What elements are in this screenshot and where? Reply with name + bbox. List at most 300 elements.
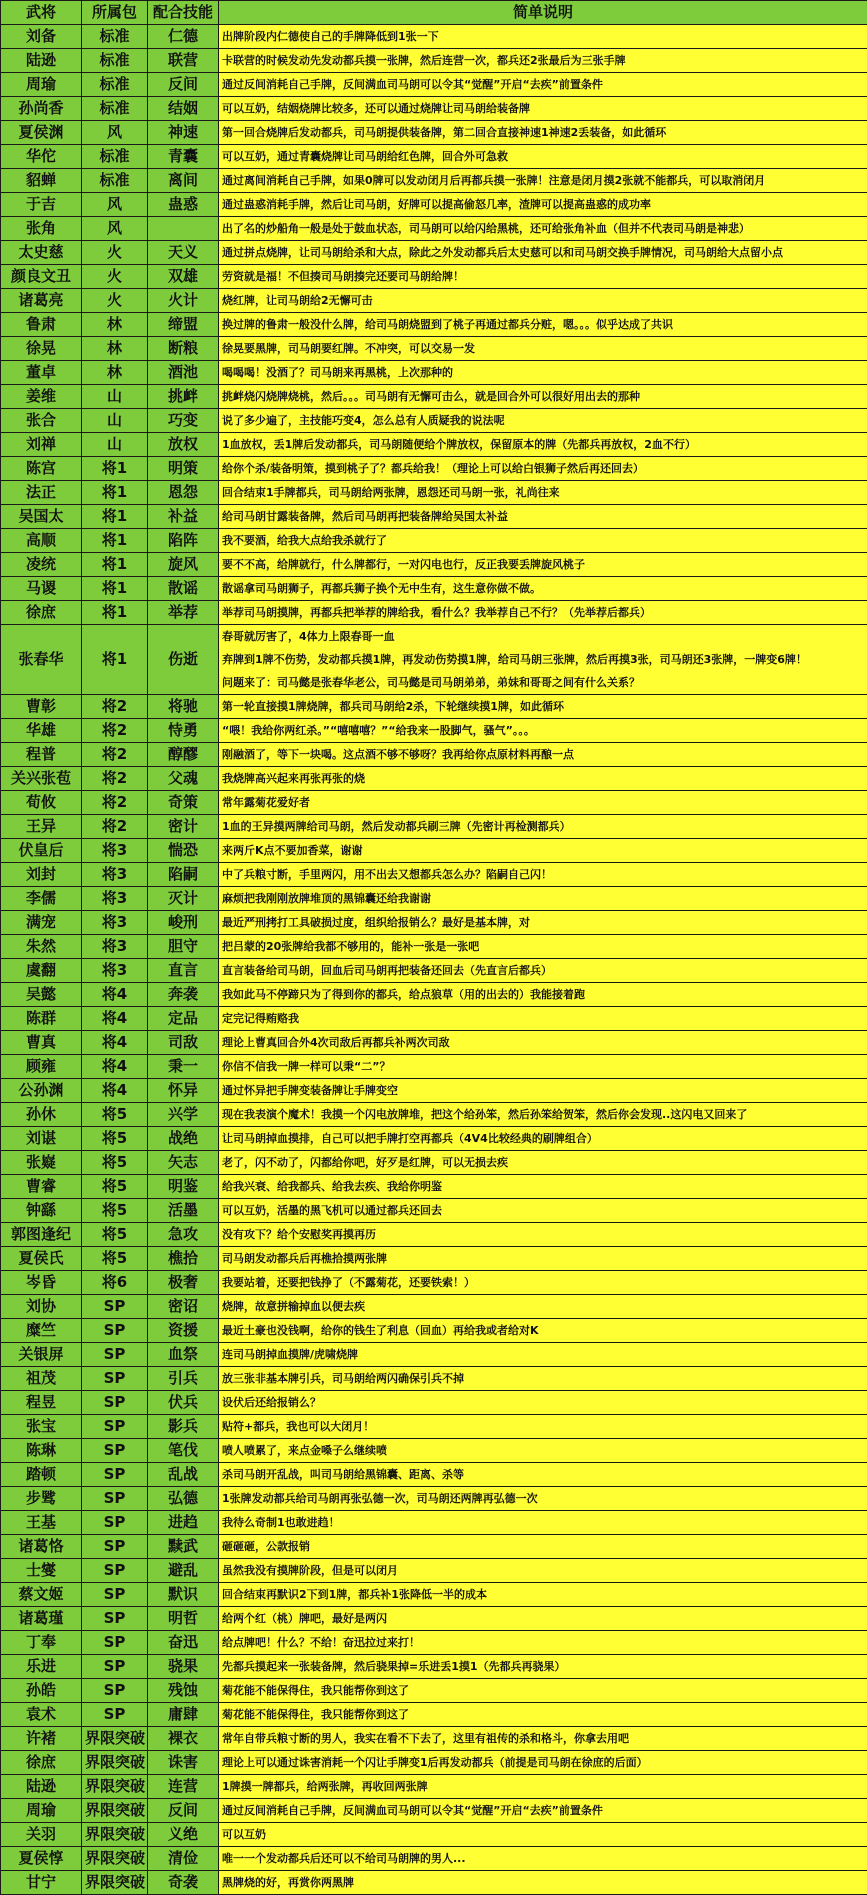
- pack-cell: SP: [82, 1439, 148, 1463]
- pack-cell: 将3: [82, 887, 148, 911]
- pack-cell: 界限突破: [82, 1799, 148, 1823]
- pack-cell: 界限突破: [82, 1775, 148, 1799]
- description-cell: 1牌摸一牌都兵，给两张牌，再收回两张牌: [219, 1775, 867, 1799]
- pack-cell: 火: [82, 265, 148, 289]
- hero-name-cell: 诸葛恪: [1, 1535, 82, 1559]
- table-row: [1, 1319, 867, 1343]
- hero-name-cell: 陈琳: [1, 1439, 82, 1463]
- skill-cell: 火计: [148, 289, 219, 313]
- description-cell: 给两个红（桃）牌吧，最好是两闪: [219, 1607, 867, 1631]
- table-row: [1, 695, 867, 719]
- skill-cell: 战绝: [148, 1127, 219, 1151]
- table-row: [1, 1247, 867, 1271]
- pack-cell: SP: [82, 1319, 148, 1343]
- table-row: [1, 97, 867, 121]
- hero-name-cell: 刘封: [1, 863, 82, 887]
- table-row: [1, 1607, 867, 1631]
- description-cell: 1血的王异摸两牌给司马朗，然后发动都兵刷三牌（先密计再检测都兵）: [219, 815, 867, 839]
- pack-cell: 将5: [82, 1223, 148, 1247]
- table-row: [1, 145, 867, 169]
- hero-name-cell: 蔡文姬: [1, 1583, 82, 1607]
- description-cell: 理论上曹真回合外4次司敌后再都兵补两次司敌: [219, 1031, 867, 1055]
- skill-cell: 断粮: [148, 337, 219, 361]
- description-cell: 可以互奶，通过青囊烧牌让司马朗给红色牌，回合外可急救: [219, 145, 867, 169]
- pack-cell: SP: [82, 1415, 148, 1439]
- skill-cell: 陷嗣: [148, 863, 219, 887]
- pack-cell: 将6: [82, 1271, 148, 1295]
- skill-cell: 举荐: [148, 601, 219, 625]
- pack-cell: 将5: [82, 1103, 148, 1127]
- skill-cell: 黩武: [148, 1535, 219, 1559]
- description-cell: 放三张非基本牌引兵，司马朗给两闪确保引兵不掉: [219, 1367, 867, 1391]
- skill-cell: 醇醪: [148, 743, 219, 767]
- skill-cell: 兴学: [148, 1103, 219, 1127]
- description-cell: 可以互奶: [219, 1823, 867, 1847]
- table-row: [1, 743, 867, 767]
- table-row: [1, 1727, 867, 1751]
- description-cell: 理论上可以通过诛害消耗一个闪让手牌变1后再发动都兵（前提是司马朗在徐庶的后面）: [219, 1751, 867, 1775]
- description-cell: “喂！我给你两红杀。”“嘻嘻嘻？”“给我来一股脚气，骚气”。。。: [219, 719, 867, 743]
- table-body: [1, 25, 867, 1895]
- hero-name-cell: 孙尚香: [1, 97, 82, 121]
- table-row: [1, 1223, 867, 1247]
- description-cell: 刚融酒了，等下一块喝。这点酒不够不够呀？我再给你点原材料再酿一点: [219, 743, 867, 767]
- hero-name-cell: 诸葛亮: [1, 289, 82, 313]
- skill-cell: 直言: [148, 959, 219, 983]
- table-row: [1, 457, 867, 481]
- skill-cell: 定品: [148, 1007, 219, 1031]
- description-cell: 你信不信我一牌一样可以秉“二”？: [219, 1055, 867, 1079]
- hero-name-cell: 陆逊: [1, 49, 82, 73]
- table-row: [1, 1799, 867, 1823]
- skill-cell: 明策: [148, 457, 219, 481]
- table-row: [1, 1847, 867, 1871]
- description-cell: 烧红牌，让司马朗给2无懈可击: [219, 289, 867, 313]
- description-cell: 麻烦把我刚刚放牌堆顶的黑锦囊还给我谢谢: [219, 887, 867, 911]
- pack-cell: 将3: [82, 911, 148, 935]
- hero-name-cell: 糜竺: [1, 1319, 82, 1343]
- table-row: [1, 1751, 867, 1775]
- table-row: [1, 73, 867, 97]
- description-cell: 最近严刑拷打工具破损过度，组织给报销么？最好是基本牌，对: [219, 911, 867, 935]
- hero-name-cell: 刘备: [1, 25, 82, 49]
- skill-cell: 蛊惑: [148, 193, 219, 217]
- table-row: [1, 313, 867, 337]
- skill-cell: 伤逝: [148, 625, 219, 695]
- skill-cell: 笔伐: [148, 1439, 219, 1463]
- hero-name-cell: 曹真: [1, 1031, 82, 1055]
- skill-cell: 秉一: [148, 1055, 219, 1079]
- hero-name-cell: 祖茂: [1, 1367, 82, 1391]
- hero-name-cell: 李儒: [1, 887, 82, 911]
- table-row: [1, 169, 867, 193]
- pack-cell: 将3: [82, 959, 148, 983]
- skill-cell: 旋风: [148, 553, 219, 577]
- description-cell: 挑衅烧闪烧牌烧桃，然后。。。司马朗有无懈可击么，就是回合外可以很好用出去的那种: [219, 385, 867, 409]
- hero-name-cell: 夏侯渊: [1, 121, 82, 145]
- pack-cell: 标准: [82, 25, 148, 49]
- pack-cell: 将3: [82, 935, 148, 959]
- hero-name-cell: 于吉: [1, 193, 82, 217]
- table-row: [1, 1583, 867, 1607]
- skill-cell: 奔袭: [148, 983, 219, 1007]
- description-cell: 我不要酒，给我大点给我杀就行了: [219, 529, 867, 553]
- description-cell: 定完记得贿赂我: [219, 1007, 867, 1031]
- description-cell: 常年露菊花爱好者: [219, 791, 867, 815]
- pack-cell: SP: [82, 1559, 148, 1583]
- table-row: [1, 1631, 867, 1655]
- hero-name-cell: 岑昏: [1, 1271, 82, 1295]
- description-cell: 把吕蒙的20张牌给我都不够用的，能补一张是一张吧: [219, 935, 867, 959]
- pack-cell: 界限突破: [82, 1751, 148, 1775]
- table-row: [1, 1703, 867, 1727]
- table-row: [1, 1007, 867, 1031]
- pack-cell: 界限突破: [82, 1847, 148, 1871]
- pack-cell: 将5: [82, 1175, 148, 1199]
- pack-cell: 山: [82, 385, 148, 409]
- skill-cell: 奋迅: [148, 1631, 219, 1655]
- table-row: [1, 767, 867, 791]
- hero-name-cell: 孙皓: [1, 1679, 82, 1703]
- table-row: [1, 1103, 867, 1127]
- description-cell: 菊花能不能保得住，我只能帮你到这了: [219, 1679, 867, 1703]
- pack-cell: 将2: [82, 767, 148, 791]
- hero-name-cell: 姜维: [1, 385, 82, 409]
- description-cell: 先都兵摸起来一张装备牌，然后骁果掉=乐进丢1摸1（先都兵再骁果）: [219, 1655, 867, 1679]
- skill-cell: 密计: [148, 815, 219, 839]
- skill-cell: 怀异: [148, 1079, 219, 1103]
- pack-cell: 将2: [82, 815, 148, 839]
- hero-name-cell: 太史慈: [1, 241, 82, 265]
- description-cell: 贴符+都兵，我也可以大闭月！: [219, 1415, 867, 1439]
- skill-cell: 樵拾: [148, 1247, 219, 1271]
- table-row: [1, 601, 867, 625]
- skill-cell: 活墨: [148, 1199, 219, 1223]
- description-cell: 说了多少遍了，主技能巧变4，怎么总有人质疑我的说法呢: [219, 409, 867, 433]
- pack-cell: SP: [82, 1487, 148, 1511]
- skill-cell: 补益: [148, 505, 219, 529]
- description-cell: 给司马朗甘露装备牌，然后司马朗再把装备牌给吴国太补益: [219, 505, 867, 529]
- hero-name-cell: 陆逊: [1, 1775, 82, 1799]
- pack-cell: 风: [82, 217, 148, 241]
- table-row: [1, 409, 867, 433]
- header-skill: 配合技能: [148, 1, 219, 25]
- table-row: [1, 1295, 867, 1319]
- skill-cell: 司敌: [148, 1031, 219, 1055]
- skill-cell: 将驰: [148, 695, 219, 719]
- skill-cell: 酒池: [148, 361, 219, 385]
- table-row: [1, 863, 867, 887]
- pack-cell: 界限突破: [82, 1823, 148, 1847]
- pack-cell: 将3: [82, 863, 148, 887]
- skill-cell: 极奢: [148, 1271, 219, 1295]
- skill-cell: 残蚀: [148, 1679, 219, 1703]
- description-cell: 第一回合烧牌后发动都兵，司马朗提供装备牌，第二回合直接神速1神速2丢装备，如此循环: [219, 121, 867, 145]
- pack-cell: 将1: [82, 457, 148, 481]
- description-cell: 举荐司马朗摸牌，再都兵把举荐的牌给我，看什么？我举荐自己不行？（先举荐后都兵）: [219, 601, 867, 625]
- skill-cell: 密诏: [148, 1295, 219, 1319]
- skill-cell: 奇袭: [148, 1871, 219, 1895]
- skill-cell: 胆守: [148, 935, 219, 959]
- table-row: [1, 1151, 867, 1175]
- hero-name-cell: 徐晃: [1, 337, 82, 361]
- table-row: [1, 289, 867, 313]
- hero-name-cell: 徐庶: [1, 601, 82, 625]
- description-cell: 通过怀异把手牌变装备牌让手牌变空: [219, 1079, 867, 1103]
- hero-name-cell: 张春华: [1, 625, 82, 695]
- skill-cell: 避乱: [148, 1559, 219, 1583]
- description-cell: 我如此马不停蹄只为了得到你的都兵，给点狼草（用的出去的）我能接着跑: [219, 983, 867, 1007]
- hero-name-cell: 张嶷: [1, 1151, 82, 1175]
- table-row: [1, 625, 867, 695]
- description-cell: 通过蛊惑消耗手牌，然后让司马朗，好牌可以提高偷怒几率，渣牌可以提高蛊惑的成功率: [219, 193, 867, 217]
- hero-name-cell: 虞翻: [1, 959, 82, 983]
- table-row: [1, 193, 867, 217]
- table-row: [1, 887, 867, 911]
- hero-name-cell: 陈群: [1, 1007, 82, 1031]
- pack-cell: 将4: [82, 1031, 148, 1055]
- table-row: [1, 1127, 867, 1151]
- table-row: [1, 1199, 867, 1223]
- pack-cell: SP: [82, 1655, 148, 1679]
- hero-name-cell: 关羽: [1, 1823, 82, 1847]
- description-cell: 通过反间消耗自己手牌，反间满血司马朗可以令其“觉醒”开启“去疾”前置条件: [219, 73, 867, 97]
- pack-cell: 将5: [82, 1127, 148, 1151]
- skill-cell: 缔盟: [148, 313, 219, 337]
- description-cell: 散谣拿司马朗狮子，再都兵狮子换个无中生有，这生意你做不做。: [219, 577, 867, 601]
- description-cell: 司马朗发动都兵后再樵拾摸两张牌: [219, 1247, 867, 1271]
- hero-name-cell: 周瑜: [1, 1799, 82, 1823]
- pack-cell: 将2: [82, 695, 148, 719]
- skill-cell: 灭计: [148, 887, 219, 911]
- description-cell: 常年自带兵粮寸断的男人，我实在看不下去了，这里有祖传的杀和格斗，你拿去用吧: [219, 1727, 867, 1751]
- description-cell: 唯一一个发动都兵后还可以不给司马朗牌的男人...: [219, 1847, 867, 1871]
- hero-name-cell: 夏侯氏: [1, 1247, 82, 1271]
- table-row: [1, 553, 867, 577]
- skill-cell: 庸肆: [148, 1703, 219, 1727]
- description-cell: 1张牌发动都兵给司马朗再张弘德一次，司马朗还两牌再弘德一次: [219, 1487, 867, 1511]
- table-row: [1, 1679, 867, 1703]
- pack-cell: 将2: [82, 791, 148, 815]
- header-description: 简单说明: [219, 1, 867, 25]
- skill-cell: 奇策: [148, 791, 219, 815]
- description-cell: 菊花能不能保得住，我只能帮你到这了: [219, 1703, 867, 1727]
- hero-name-cell: 关兴张苞: [1, 767, 82, 791]
- skill-cell: 明鉴: [148, 1175, 219, 1199]
- skill-cell: 散谣: [148, 577, 219, 601]
- skill-cell: 陷阵: [148, 529, 219, 553]
- table-row: [1, 815, 867, 839]
- pack-cell: 火: [82, 241, 148, 265]
- hero-name-cell: 刘协: [1, 1295, 82, 1319]
- skill-cell: 诛害: [148, 1751, 219, 1775]
- skill-cell: 义绝: [148, 1823, 219, 1847]
- description-cell: 砸砸砸，公款报销: [219, 1535, 867, 1559]
- skill-cell: 影兵: [148, 1415, 219, 1439]
- hero-name-cell: 华雄: [1, 719, 82, 743]
- hero-name-cell: 陈宫: [1, 457, 82, 481]
- skill-cell: 神速: [148, 121, 219, 145]
- hero-name-cell: 曹彰: [1, 695, 82, 719]
- hero-name-cell: 夏侯惇: [1, 1847, 82, 1871]
- pack-cell: 将3: [82, 839, 148, 863]
- pack-cell: 将5: [82, 1199, 148, 1223]
- pack-cell: 将1: [82, 625, 148, 695]
- pack-cell: SP: [82, 1367, 148, 1391]
- description-cell: 出了名的炒船角一般是处于鼓血状态，司马朗可以给闪给黑桃，还可给张角补血（但并不代表司马朗是神悲）: [219, 217, 867, 241]
- table-row: [1, 1463, 867, 1487]
- pack-cell: SP: [82, 1535, 148, 1559]
- table-row: [1, 1775, 867, 1799]
- table-row: [1, 361, 867, 385]
- description-cell: 第一轮直接摸1牌烧牌，都兵司马朗给2杀，下轮继续摸1牌，如此循环: [219, 695, 867, 719]
- hero-name-cell: 张角: [1, 217, 82, 241]
- pack-cell: 山: [82, 409, 148, 433]
- description-cell: 我待么奇制1也敢进趋！: [219, 1511, 867, 1535]
- table-row: [1, 911, 867, 935]
- hero-name-cell: 公孙渊: [1, 1079, 82, 1103]
- pack-cell: 将4: [82, 1007, 148, 1031]
- table-row: [1, 1559, 867, 1583]
- pack-cell: 将2: [82, 743, 148, 767]
- hero-name-cell: 伏皇后: [1, 839, 82, 863]
- skill-cell: 恃勇: [148, 719, 219, 743]
- table-row: [1, 385, 867, 409]
- header-pack: 所属包: [82, 1, 148, 25]
- hero-name-cell: 孙休: [1, 1103, 82, 1127]
- description-cell: 卡联营的时候发动先发动都兵摸一张牌，然后连营一次，都兵还2张最后为三张手牌: [219, 49, 867, 73]
- hero-name-cell: 朱然: [1, 935, 82, 959]
- table-row: [1, 719, 867, 743]
- hero-name-cell: 张合: [1, 409, 82, 433]
- hero-name-cell: 徐庶: [1, 1751, 82, 1775]
- skill-cell: 天义: [148, 241, 219, 265]
- hero-name-cell: 张宝: [1, 1415, 82, 1439]
- description-cell: 徐晃要黑牌，司马朗要红牌。不冲突，可以交易一发: [219, 337, 867, 361]
- pack-cell: 将5: [82, 1247, 148, 1271]
- table-row: [1, 577, 867, 601]
- table-row: [1, 1415, 867, 1439]
- table-row: [1, 433, 867, 457]
- hero-name-cell: 满宠: [1, 911, 82, 935]
- pack-cell: 将1: [82, 529, 148, 553]
- hero-name-cell: 程昱: [1, 1391, 82, 1415]
- description-cell: 给我兴衰、给我都兵、给我去疾、我给你明鉴: [219, 1175, 867, 1199]
- hero-name-cell: 华佗: [1, 145, 82, 169]
- pack-cell: 标准: [82, 169, 148, 193]
- hero-name-cell: 貂蝉: [1, 169, 82, 193]
- pack-cell: SP: [82, 1679, 148, 1703]
- table-row: [1, 337, 867, 361]
- description-cell: 烧牌，故意拼输掉血以便去疾: [219, 1295, 867, 1319]
- pack-cell: SP: [82, 1463, 148, 1487]
- skill-cell: 结姻: [148, 97, 219, 121]
- table-row: [1, 1823, 867, 1847]
- hero-name-cell: 刘谌: [1, 1127, 82, 1151]
- skill-cell: 乱战: [148, 1463, 219, 1487]
- table-row: [1, 121, 867, 145]
- skill-cell: 仁德: [148, 25, 219, 49]
- pack-cell: 林: [82, 361, 148, 385]
- hero-name-cell: 顾雍: [1, 1055, 82, 1079]
- hero-name-cell: 丁奉: [1, 1631, 82, 1655]
- description-cell: 通过拼点烧牌，让司马朗给杀和大点，除此之外发动都兵后太史慈可以和司马朗交换手牌情况，司马朗给大点留小点: [219, 241, 867, 265]
- pack-cell: SP: [82, 1391, 148, 1415]
- table-row: [1, 983, 867, 1007]
- pack-cell: 标准: [82, 145, 148, 169]
- hero-name-cell: 王异: [1, 815, 82, 839]
- pack-cell: 将2: [82, 719, 148, 743]
- description-cell: 没有攻下？给个安慰奖再摸再历: [219, 1223, 867, 1247]
- description-cell: 直言装备给司马朗，回血后司马朗再把装备还回去（先直言后都兵）: [219, 959, 867, 983]
- pack-cell: 标准: [82, 49, 148, 73]
- table-row: [1, 505, 867, 529]
- description-cell: 连司马朗掉血摸牌/虎啸烧牌: [219, 1343, 867, 1367]
- skill-cell: 骁果: [148, 1655, 219, 1679]
- hero-name-cell: 高顺: [1, 529, 82, 553]
- skill-cell: 弘德: [148, 1487, 219, 1511]
- table-row: [1, 529, 867, 553]
- pack-cell: 林: [82, 337, 148, 361]
- description-cell: 通过离间消耗自己手牌，如果0牌可以发动闭月后再都兵摸一张牌！注意是闭月摸2张就不能都兵，可以取消闭月: [219, 169, 867, 193]
- description-cell: 回合结束再默识2下到1牌，都兵补1张降低一半的成本: [219, 1583, 867, 1607]
- pack-cell: 将4: [82, 983, 148, 1007]
- skill-cell: 默识: [148, 1583, 219, 1607]
- table-row: [1, 1031, 867, 1055]
- hero-name-cell: 袁术: [1, 1703, 82, 1727]
- description-cell: 要不不高，给牌就行，什么牌都行，一对闪电也行，反正我要丢牌旋风桃子: [219, 553, 867, 577]
- table-row: [1, 25, 867, 49]
- table-row: [1, 1271, 867, 1295]
- hero-name-cell: 周瑜: [1, 73, 82, 97]
- skill-cell: 峻刑: [148, 911, 219, 935]
- skill-cell: 引兵: [148, 1367, 219, 1391]
- description-cell: 现在我表演个魔术！我摸一个闪电放牌堆，把这个给孙笨，然后孙笨给贺笨，然后你会发现..这闪电又回来了: [219, 1103, 867, 1127]
- description-cell: 让司马朗掉血摸排，自己可以把手牌打空再都兵（4V4比较经典的刷牌组合）: [219, 1127, 867, 1151]
- description-cell: 可以互奶，结姻烧牌比较多，还可以通过烧牌让司马朗给装备牌: [219, 97, 867, 121]
- skill-cell: 放权: [148, 433, 219, 457]
- description-cell: 喝喝喝！没酒了？司马朗来再黑桃，上次那种的: [219, 361, 867, 385]
- hero-name-cell: 吴国太: [1, 505, 82, 529]
- pack-cell: SP: [82, 1343, 148, 1367]
- description-cell: 1血放权，丢1牌后发动都兵，司马朗随便给个牌放权，保留原本的牌（先都兵再放权，2血不行）: [219, 433, 867, 457]
- pack-cell: 将5: [82, 1151, 148, 1175]
- pack-cell: 将1: [82, 505, 148, 529]
- hero-name-cell: 鲁肃: [1, 313, 82, 337]
- description-cell: 黑牌烧的好，再赏你两黑牌: [219, 1871, 867, 1895]
- hero-name-cell: 凌统: [1, 553, 82, 577]
- skill-cell: 伏兵: [148, 1391, 219, 1415]
- description-cell: 虽然我没有摸牌阶段，但是可以闭月: [219, 1559, 867, 1583]
- table-row: [1, 49, 867, 73]
- pack-cell: SP: [82, 1631, 148, 1655]
- hero-name-cell: 甘宁: [1, 1871, 82, 1895]
- skill-cell: 反间: [148, 73, 219, 97]
- hero-name-cell: 关银屏: [1, 1343, 82, 1367]
- description-cell: 回合结束1手牌都兵，司马朗给两张牌，恩怨还司马朗一张，礼尚往来: [219, 481, 867, 505]
- pack-cell: 将1: [82, 553, 148, 577]
- pack-cell: 风: [82, 193, 148, 217]
- table-row: [1, 1079, 867, 1103]
- pack-cell: 山: [82, 433, 148, 457]
- table-row: [1, 791, 867, 815]
- hero-name-cell: 法正: [1, 481, 82, 505]
- pack-cell: 将4: [82, 1055, 148, 1079]
- pack-cell: 火: [82, 289, 148, 313]
- pack-cell: 标准: [82, 73, 148, 97]
- table-row: [1, 1055, 867, 1079]
- description-cell: 我烧牌高兴起来再张再张的烧: [219, 767, 867, 791]
